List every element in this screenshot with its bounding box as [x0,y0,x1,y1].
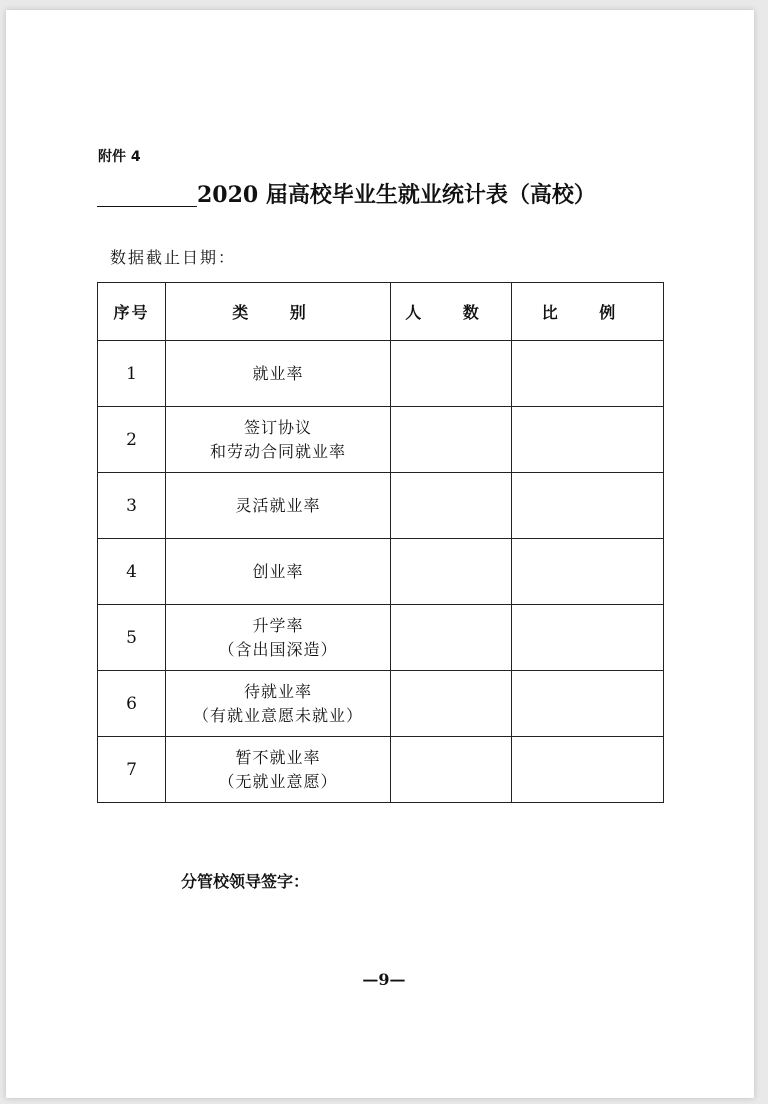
row-count-cell[interactable] [391,737,512,803]
row-seq: 1 [98,341,166,407]
row-seq: 5 [98,605,166,671]
category-line: （无就业意愿） [218,771,338,791]
table-row [98,407,664,473]
table-row [98,605,664,671]
row-category [166,341,391,407]
row-ratio-cell[interactable] [512,407,664,473]
category-line: 创业率 [252,561,304,581]
row-seq: 4 [98,539,166,605]
row-category [166,473,391,539]
row-count-cell[interactable] [391,605,512,671]
cutoff-date-label: 数据截止日期： [110,248,237,267]
page-title: 2020 届高校毕业生就业统计表（高校） [197,182,596,208]
row-category [166,407,391,473]
category-line: 签订协议 [243,417,312,437]
title-row [97,176,677,212]
row-ratio-cell[interactable] [512,341,664,407]
row-ratio-cell[interactable] [512,737,664,803]
row-count-cell[interactable] [391,407,512,473]
page-number: —9— [362,970,406,989]
row-ratio-cell[interactable] [512,539,664,605]
category-line: 暂不就业率 [235,747,321,767]
row-ratio-cell[interactable] [512,605,664,671]
header-seq: 序号 [98,283,166,341]
category-line: 升学率 [252,615,304,635]
row-seq: 6 [98,671,166,737]
category-line: 和劳动合同就业率 [209,441,346,461]
row-category [166,605,391,671]
header-ratio: 比 例 [512,283,664,341]
row-category [166,539,391,605]
row-ratio-cell[interactable] [512,473,664,539]
row-ratio-cell[interactable] [512,671,664,737]
category-line: （有就业意愿未就业） [192,705,363,725]
row-seq: 7 [98,737,166,803]
row-seq: 3 [98,473,166,539]
category-line: 待就业率 [243,681,312,701]
table-row [98,737,664,803]
attachment-label: 附件 4 [98,149,141,165]
category-line: （含出国深造） [218,639,338,659]
table-row [98,341,664,407]
row-count-cell[interactable] [391,539,512,605]
category-line: 就业率 [252,363,304,383]
row-category [166,671,391,737]
table-row [98,473,664,539]
header-count: 人 数 [391,283,512,341]
row-seq: 2 [98,407,166,473]
signature-label: 分管校领导签字： [181,872,310,891]
table-row [98,539,664,605]
title-blank-line [97,206,197,207]
category-line: 灵活就业率 [235,495,321,515]
row-category [166,737,391,803]
row-count-cell[interactable] [391,671,512,737]
row-count-cell[interactable] [391,473,512,539]
header-category: 类 别 [166,283,391,341]
statistics-table [97,282,664,803]
row-count-cell[interactable] [391,341,512,407]
table-row [98,671,664,737]
table-header-row [98,283,664,341]
